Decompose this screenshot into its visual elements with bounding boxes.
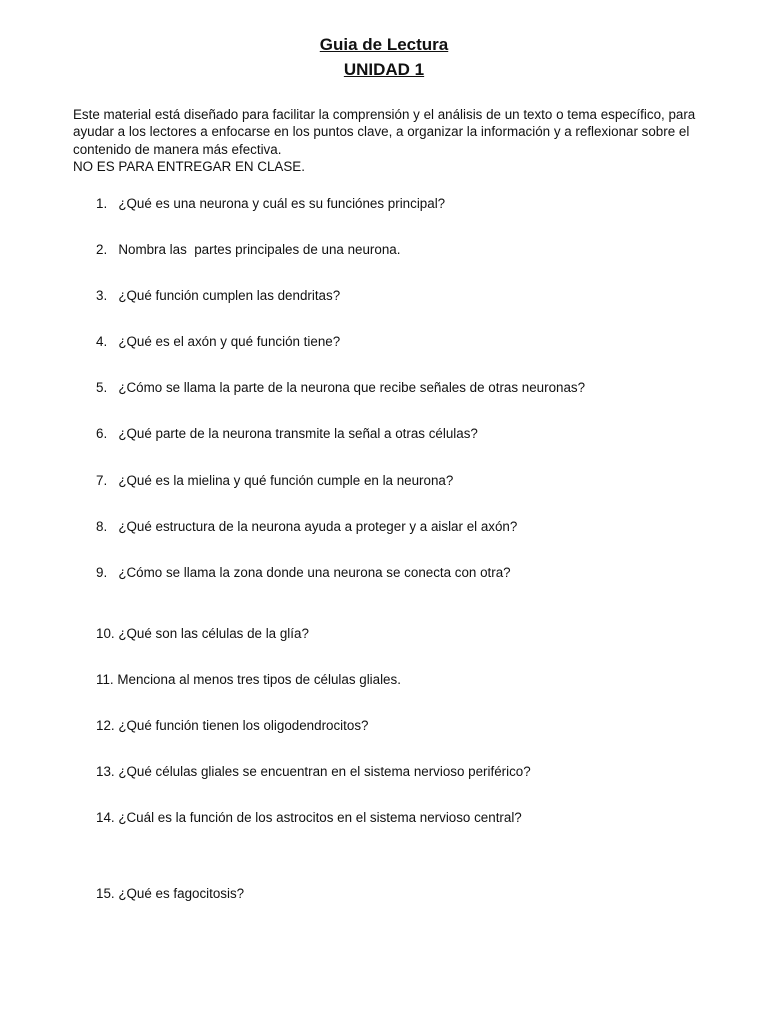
question-item: 4. ¿Qué es el axón y qué función tiene? xyxy=(96,334,341,349)
intro-paragraph: Este material está diseñado para facilitar la comprensión y el análisis de un texto o tema específico, para ayudar a los lectores a enfocarse en los puntos clave, a organizar la información y a reflexionar sobre el contenido de manera más efectiva. xyxy=(73,107,696,157)
question-item: 6. ¿Qué parte de la neurona transmite la señal a otras células? xyxy=(96,426,478,441)
question-item: 10. ¿Qué son las células de la glía? xyxy=(96,626,309,641)
question-item: 1. ¿Qué es una neurona y cuál es su funciónes principal? xyxy=(96,196,446,211)
question-item: 8. ¿Qué estructura de la neurona ayuda a proteger y a aislar el axón? xyxy=(96,519,518,534)
question-item: 9. ¿Cómo se llama la zona donde una neurona se conecta con otra? xyxy=(96,565,511,580)
question-item: 12. ¿Qué función tienen los oligodendrocitos? xyxy=(96,718,369,733)
notice-text: NO ES PARA ENTREGAR EN CLASE. xyxy=(73,159,305,175)
question-item: 5. ¿Cómo se llama la parte de la neurona que recibe señales de otras neuronas? xyxy=(96,380,586,395)
question-item: 15. ¿Qué es fagocitosis? xyxy=(96,886,245,901)
document-subtitle: UNIDAD 1 xyxy=(343,60,425,79)
question-item: 14. ¿Cuál es la función de los astrocitos en el sistema nervioso central? xyxy=(96,810,522,825)
question-item: 11. Menciona al menos tres tipos de células gliales. xyxy=(96,672,401,687)
question-item: 3. ¿Qué función cumplen las dendritas? xyxy=(96,288,341,303)
question-item: 2. Nombra las partes principales de una neurona. xyxy=(96,242,401,257)
intro-section xyxy=(73,106,713,176)
question-item: 7. ¿Qué es la mielina y qué función cumple en la neurona? xyxy=(96,473,454,488)
document-title: Guia de Lectura xyxy=(319,35,449,54)
question-item: 13. ¿Qué células gliales se encuentran en el sistema nervioso periférico? xyxy=(96,764,531,779)
